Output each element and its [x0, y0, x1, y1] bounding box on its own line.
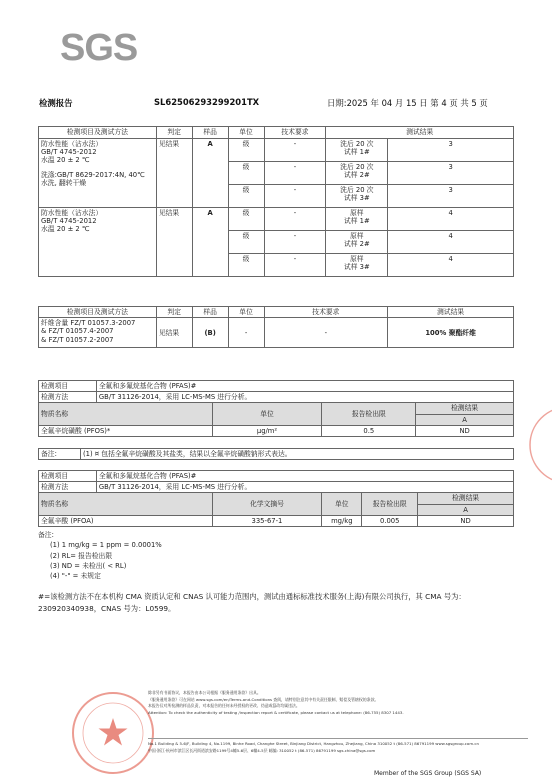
specimen-text: 试样 2#: [343, 171, 370, 180]
method-line: 防水性能（沾水法）: [41, 140, 103, 148]
method-line: 洗涤:GB/T 8629-2017:4N, 40℃: [41, 170, 145, 179]
unit-cell: 级: [228, 231, 264, 254]
method-line: 水温 20 ± 2 ℃: [41, 225, 90, 234]
col-header: 物质名称: [39, 403, 213, 425]
unit-cell: 级: [228, 162, 264, 185]
specimen-text: 试样 2#: [343, 240, 370, 249]
requirement-cell: -: [264, 139, 326, 162]
unit-cell: 级: [228, 185, 264, 208]
substance-name: 全氟辛酸 (PFOA): [39, 515, 213, 526]
col-header: 判定: [156, 307, 192, 318]
col-header: 报告检出限: [362, 493, 418, 515]
sample-cell: A: [192, 208, 228, 277]
verdict-cell: 见结果: [156, 318, 192, 348]
condition-text: 原样: [350, 209, 364, 217]
specimen-text: 试样 1#: [343, 217, 370, 226]
unit-cell: μg/m²: [212, 425, 322, 436]
result-cell: 3: [388, 162, 514, 185]
rl-cell: 0.5: [322, 425, 416, 436]
col-header: 样品: [192, 127, 228, 139]
col-header: 测试结果: [388, 307, 514, 318]
condition-cell: [326, 231, 388, 254]
note-item: (1) 1 mg/kg = 1 ppm = 0.0001%: [50, 541, 162, 550]
water-repellency-table: [38, 126, 514, 277]
requirement-cell: -: [264, 254, 326, 277]
result-cell: 4: [388, 231, 514, 254]
footer-address-en: No.1 Building & 5-6/F, Building 4, No.1199, Binhe Road, Changhe Street, Binjiang District, Hangzhou, Zhejiang, China 310052 t (86-571) 86791199 www.sgsgroup.com.cn: [148, 738, 528, 748]
footer-terms: [148, 690, 528, 755]
condition-text: 洗后 20 次: [340, 140, 374, 148]
method-cell: [39, 318, 157, 348]
verdict-cell: 见结果: [156, 139, 192, 208]
method-line: 防水性能（沾水法）: [41, 209, 103, 217]
fiber-content-table: [38, 306, 514, 348]
method-value: GB/T 31126-2014，采用 LC-MS-MS 进行分析。: [96, 392, 513, 403]
method-line: GB/T 4745-2012: [41, 217, 97, 226]
col-header: 技术要求: [264, 307, 388, 318]
result-cell: ND: [416, 425, 514, 436]
specimen-text: 试样 3#: [343, 194, 370, 203]
date-page-info: 日期:2025 年 04 月 15 日 第 4 页 共 5 页: [327, 98, 488, 108]
sample-cell: (B): [192, 318, 228, 348]
col-header: 化学文摘号: [212, 493, 322, 515]
method-line: & FZ/T 01057.2-2007: [41, 335, 114, 344]
specimen-text: 试样 3#: [343, 263, 370, 272]
col-header: 单位: [228, 127, 264, 139]
footer-line: Attention: To check the authenticity of testing /inspection report & certificate, please contact us at telephone: (86-755) 8307 1443.: [148, 709, 404, 715]
condition-text: 原样: [350, 232, 364, 240]
requirement-cell: -: [264, 162, 326, 185]
sample-cell: A: [192, 139, 228, 208]
result-cell: 3: [388, 185, 514, 208]
method-line: 水洗, 翻转干燥: [41, 178, 87, 187]
specimen-text: 试样 1#: [343, 148, 370, 157]
method-line: GB/T 4745-2012: [41, 148, 97, 157]
method-cell: [39, 139, 157, 208]
col-header: 单位: [212, 403, 322, 425]
result-cell: 100% 聚酯纤维: [388, 318, 514, 348]
result-cell: 4: [388, 254, 514, 277]
footer-line: 除非另有书面协议，本报告由本公司根据《服务通用条款》出具。: [148, 690, 261, 695]
col-header: 检测结果: [416, 403, 514, 414]
notes-label: 备注:: [38, 531, 54, 539]
condition-text: 原样: [350, 255, 364, 263]
verdict-cell: 见结果: [156, 208, 192, 277]
rl-cell: 0.005: [362, 515, 418, 526]
note-item: (4) "-" = 未规定: [50, 572, 101, 581]
unit-cell: 级: [228, 254, 264, 277]
cma-statement: #=该检测方法不在本机构 CMA 资质认定和 CNAS 认可能力范围内，测试由通标标准技术服务(上海)有限公司执行，其 CMA 号为：230920340938，CNAS 号为：L0599。: [38, 592, 466, 613]
side-seal-icon: [528, 395, 552, 495]
requirement-cell: -: [264, 318, 388, 348]
sample-id: A: [416, 414, 514, 425]
requirement-cell: -: [264, 231, 326, 254]
sgs-logo: SGS: [60, 27, 138, 69]
member-of-sgs: Member of the SGS Group (SGS SA): [374, 770, 482, 777]
cas-cell: 335-67-1: [212, 515, 322, 526]
substance-name: 全氟辛烷磺酸 (PFOS)*: [39, 425, 213, 436]
footer-line: 《服务通用条款》可在网站 www.sgs.com/en/Terms-and-Conditions 查阅，请特别注意其中有关责任限制、赔偿及管辖权的条款。: [148, 696, 379, 702]
requirement-cell: -: [264, 185, 326, 208]
footer-line: 本报告仅对所检测的样品负责，对本报告的任何未经授权的更改、伪造或篡改均属违法。: [148, 703, 300, 709]
requirement-cell: -: [264, 208, 326, 231]
condition-cell: [326, 208, 388, 231]
method-cell: [39, 208, 157, 277]
unit-cell: 级: [228, 208, 264, 231]
footer-address-cn: 中国·浙江·杭州市滨江区长河街道滨安路1199号4幢5-6层、6幢4-5层 邮编: 310052 t (86-571) 86791199 sgs.china@sgs.com: [148, 747, 376, 753]
pfos-note-table: [38, 448, 514, 460]
note-item: (3) ND = 未检出( < RL): [50, 561, 127, 570]
col-header: 技术要求: [264, 127, 326, 139]
item-label: 检测项目: [39, 381, 97, 392]
company-seal-icon: [70, 690, 156, 776]
item-label: 检测项目: [39, 471, 97, 482]
method-line: 纤维含量 FZ/T 01057.3-2007: [41, 319, 136, 328]
col-header: 测试结果: [326, 127, 514, 139]
col-header: 判定: [156, 127, 192, 139]
method-label: 检测方法: [39, 392, 97, 403]
col-header: 单位: [322, 493, 362, 515]
col-header: 物质名称: [39, 493, 213, 515]
report-title: 检测报告: [39, 98, 73, 108]
sample-id: A: [418, 504, 514, 515]
condition-cell: [326, 162, 388, 185]
item-value: 全氟和多氟烷基化合物 (PFAS)#: [96, 381, 513, 392]
result-cell: 3: [388, 139, 514, 162]
pfoa-table: [38, 470, 514, 527]
item-value: 全氟和多氟烷基化合物 (PFAS)#: [96, 471, 513, 482]
result-cell: ND: [418, 515, 514, 526]
col-header: 单位: [228, 307, 264, 318]
method-line: 水温 20 ± 2 ℃: [41, 156, 90, 165]
method-line: & FZ/T 01057.4-2007: [41, 327, 114, 336]
pfos-table: [38, 380, 514, 437]
condition-text: 洗后 20 次: [340, 186, 374, 194]
note-item: (2) RL= 报告检出限: [50, 551, 113, 560]
note-text: (1) ¤ 包括全氟辛烷磺酸及其盐类，结果以全氟辛烷磺酸钠形式表达。: [81, 449, 514, 460]
condition-text: 洗后 20 次: [340, 163, 374, 171]
condition-cell: [326, 185, 388, 208]
unit-cell: mg/kg: [322, 515, 362, 526]
report-number: SL62506293299201TX: [154, 97, 260, 107]
condition-cell: [326, 254, 388, 277]
col-header: 检测项目及测试方法: [39, 307, 157, 318]
unit-cell: -: [228, 318, 264, 348]
unit-cell: 级: [228, 139, 264, 162]
col-header: 检测结果: [418, 493, 514, 504]
col-header: 样品: [192, 307, 228, 318]
method-value: GB/T 31126-2014，采用 LC-MS-MS 进行分析。: [96, 482, 513, 493]
condition-cell: [326, 139, 388, 162]
col-header: 报告检出限: [322, 403, 416, 425]
col-header: 检测项目及测试方法: [39, 127, 157, 139]
note-label: 备注:: [39, 449, 81, 460]
notes-block: [38, 530, 162, 581]
result-cell: 4: [388, 208, 514, 231]
method-label: 检测方法: [39, 482, 97, 493]
